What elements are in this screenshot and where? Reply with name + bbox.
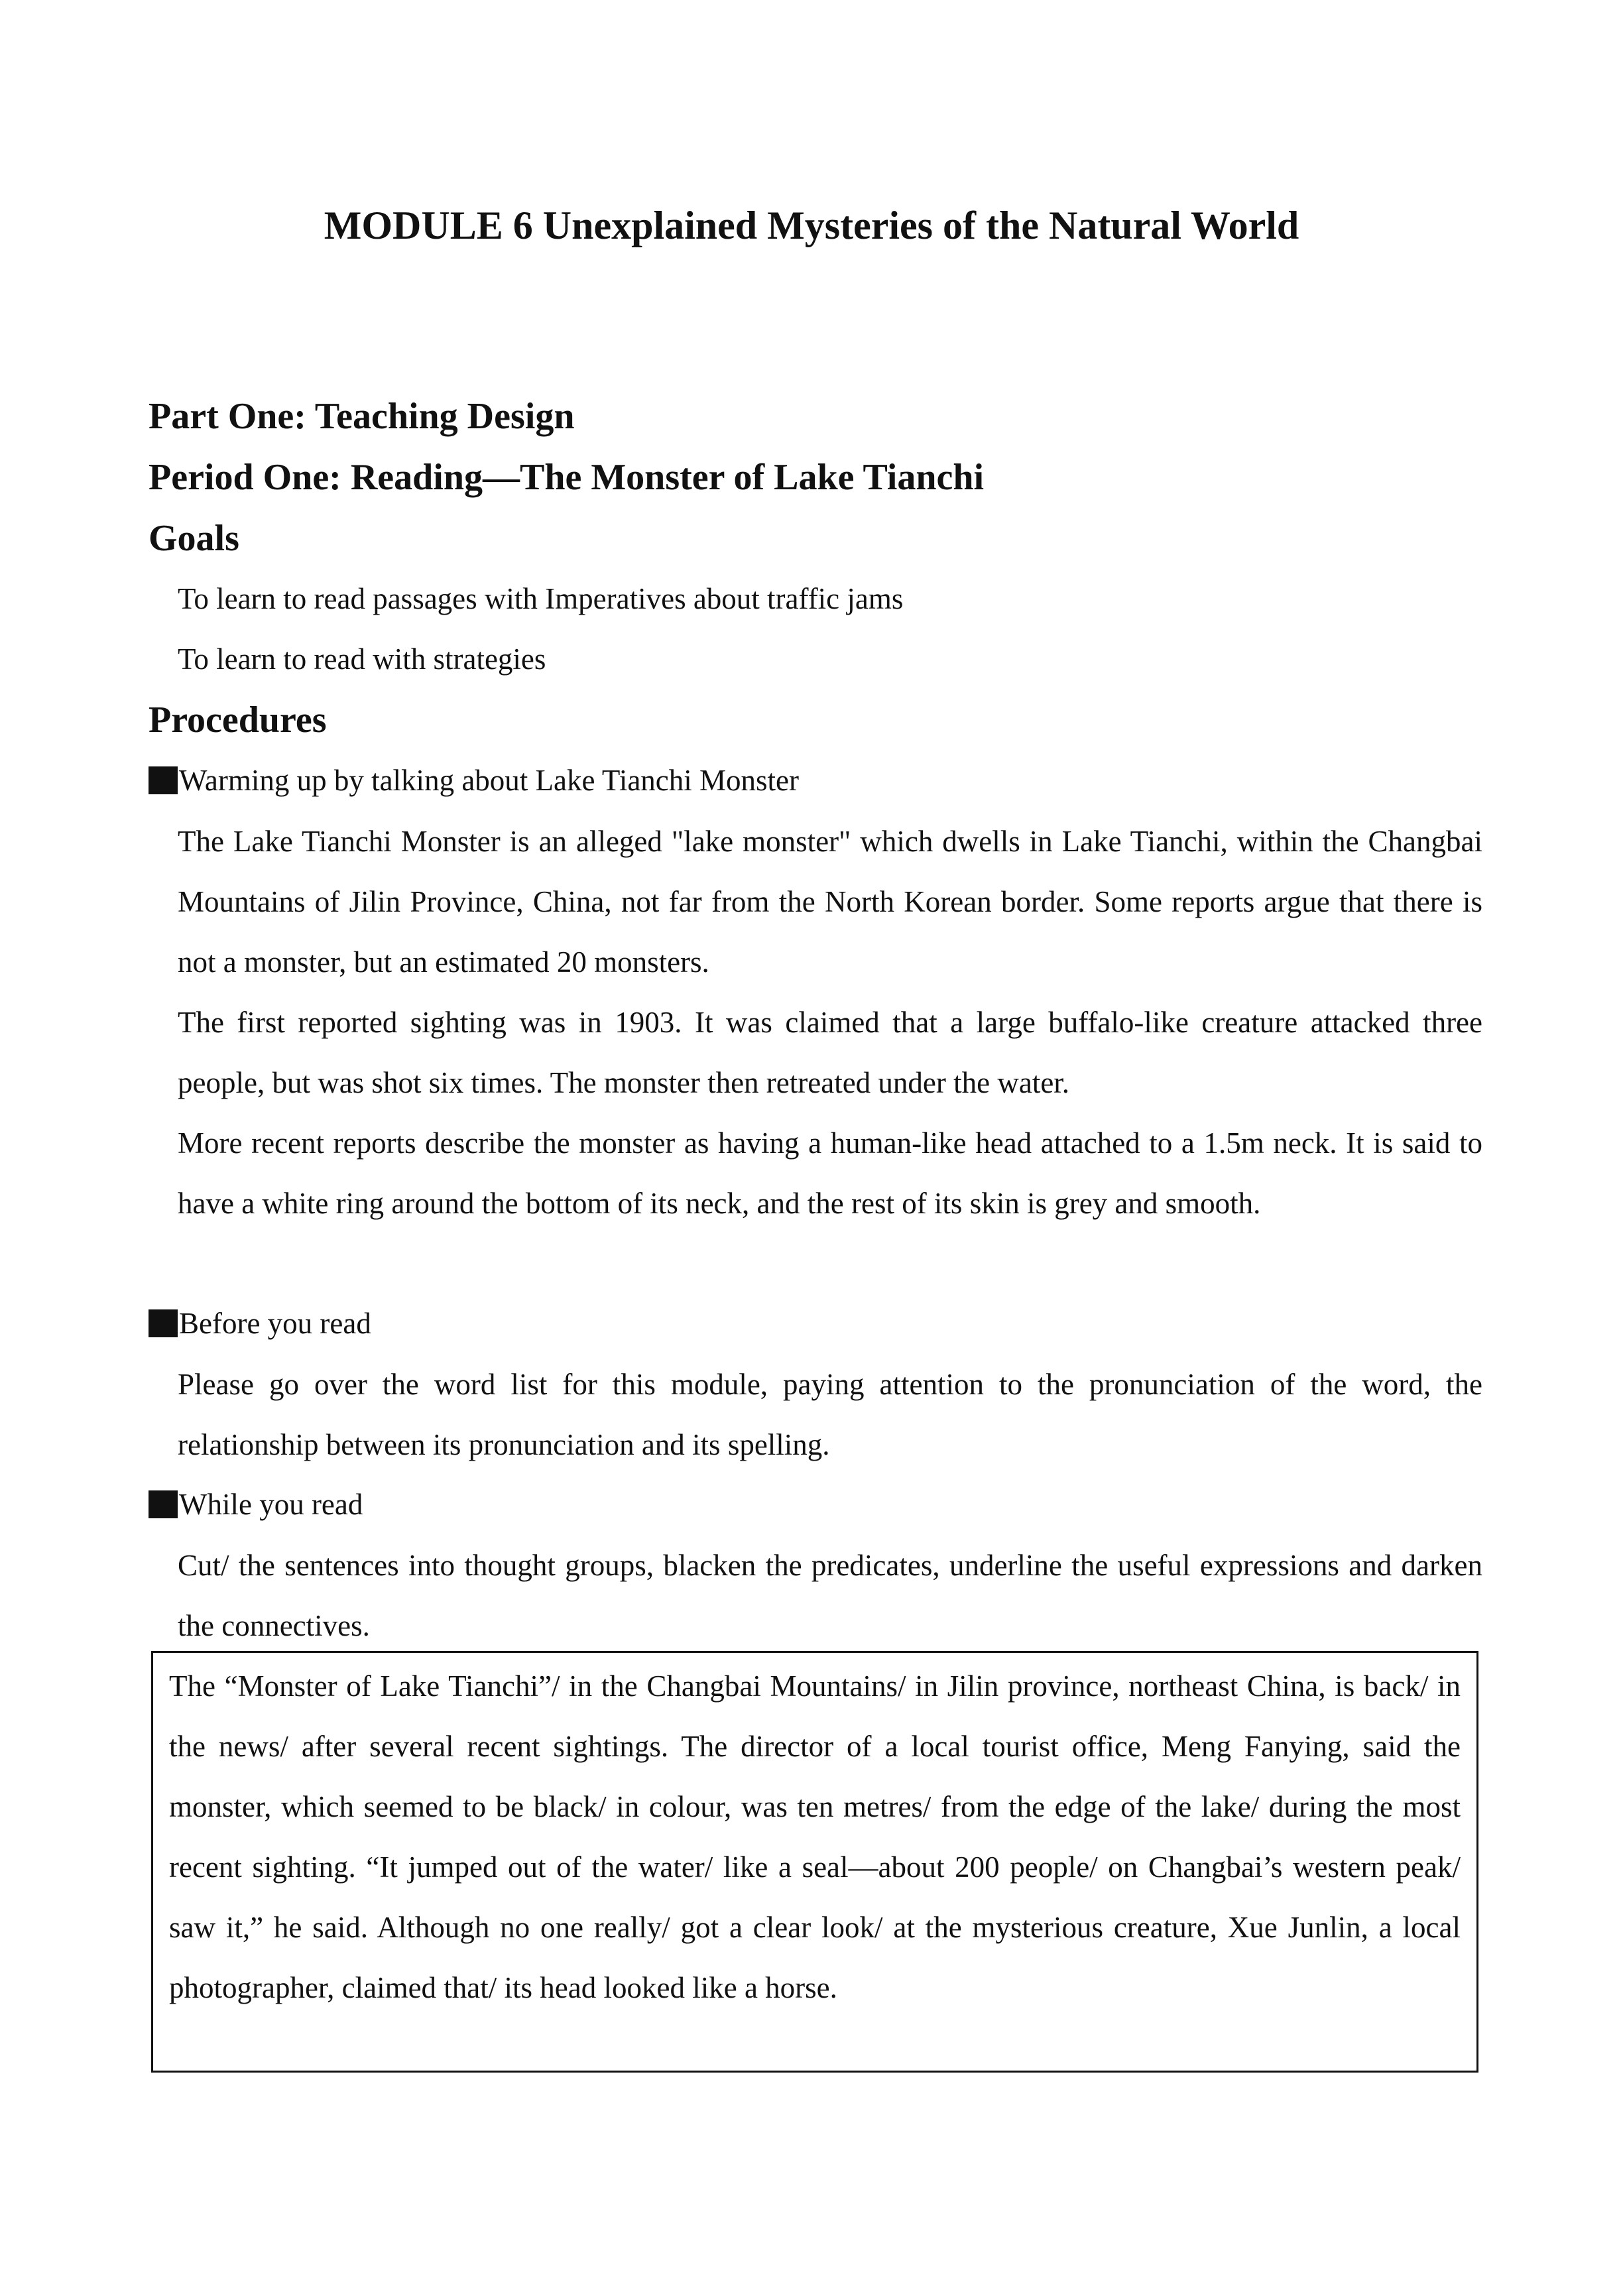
square-bullet-icon [149,1490,178,1518]
paragraph: More recent reports describe the monster as having a human-like head attached to a 1.5m neck. It is said to have a white ring around the bottom of its neck, and the rest of its skin is grey and smooth. [178,1126,1482,1220]
step-label: Warming up by talking about Lake Tianchi Monster [179,764,800,797]
procedures-heading: Procedures [149,699,327,741]
part-heading: Part One: Teaching Design [149,396,575,437]
step-label: Before you read [179,1307,371,1340]
page-title: MODULE 6 Unexplained Mysteries of the Natural World [324,204,1299,247]
reading-passage: The “Monster of Lake Tianchi”/ in the Changbai Mountains/ in Jilin province, northeast China, is back/ in the news/ after several recent sightings. The director of a local tourist office, Meng Fanying, said the monster, which seemed to be black/ in colour, was ten metres/ from the edge of the lake/ during the most recent sighting. “It jumped out of the water/ like a seal—about 200 people/ on Changbai’s western peak/ saw it,” he said. Although no one really/ got a clear look/ at the mysterious creature, Xue Junlin, a local photographer, claimed that/ its head looked like a horse. [169,1669,1461,2004]
square-bullet-icon [149,1309,178,1337]
goals-heading: Goals [149,518,239,559]
paragraph: Cut/ the sentences into thought groups, blacken the predicates, underline the useful expressions and darken the connectives. [178,1549,1482,1642]
goal-item: To learn to read passages with Imperatives about traffic jams [178,582,904,615]
reading-passage-box [151,1651,1478,2073]
goal-item: To learn to read with strategies [178,642,546,676]
before-you-read-step [149,1303,371,1343]
while-you-read-step [149,1484,363,1524]
warming-up-step [149,760,799,800]
period-heading: Period One: Reading—The Monster of Lake Tianchi [149,457,985,498]
paragraph: The first reported sighting was in 1903. It was claimed that a large buffalo-like creature attacked three people, but was shot six times. The monster then retreated under the water. [178,1006,1482,1099]
step-label: While you read [179,1488,363,1521]
paragraph: Please go over the word list for this module, paying attention to the pronunciation of the word, the relationship between its pronunciation and its spelling. [178,1368,1482,1461]
square-bullet-icon [149,766,178,794]
paragraph: The Lake Tianchi Monster is an alleged "lake monster" which dwells in Lake Tianchi, within the Changbai Mountains of Jilin Province, China, not far from the North Korean border. Some reports argue that there is not a monster, but an estimated 20 monsters. [178,825,1482,979]
